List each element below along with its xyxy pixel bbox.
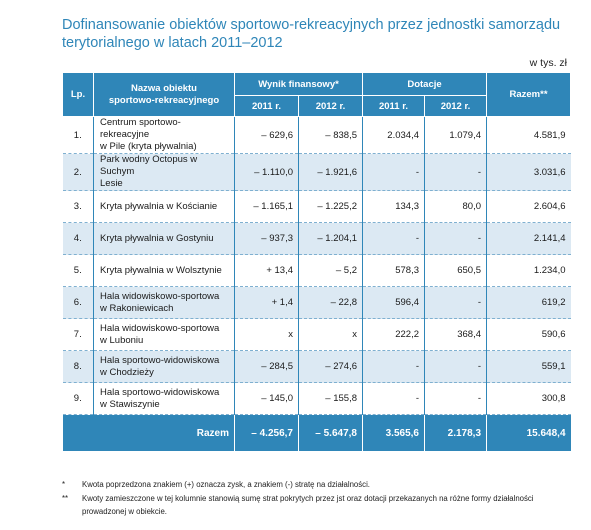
footnote-mark: *: [62, 480, 66, 489]
row-dotacje-2012: 80,0: [425, 191, 487, 223]
table-title: [62, 16, 562, 52]
row-razem: 1.234,0: [533, 265, 566, 276]
header-dotacje: Dotacje: [363, 73, 487, 96]
row-lp: 1.: [63, 117, 94, 154]
row-dotacje-2011: 134,3: [363, 191, 425, 223]
table-row: [63, 255, 571, 287]
table-row: [63, 351, 571, 383]
row-wynik-2011: + 1,4: [235, 287, 299, 319]
row-name: [94, 255, 235, 287]
row-dotacje-2011: 2.034,4: [363, 117, 425, 154]
row-wynik-2011: + 13,4: [235, 255, 299, 287]
row-name-line-1: Hala widowiskowo-sportowa: [100, 290, 220, 302]
row-dotacje-2012: 368,4: [425, 319, 487, 351]
row-name-line-1: Park wodny Octopus w Suchym: [100, 154, 198, 177]
total-dotacje-2012: 2.178,3: [425, 415, 487, 452]
row-wynik-2012: – 1.204,1: [299, 223, 363, 255]
financing-table: [62, 72, 571, 451]
row-lp: 9.: [63, 383, 94, 415]
row-dotacje-2011: 222,2: [363, 319, 425, 351]
row-dotacje-2011: -: [363, 154, 425, 191]
row-wynik-2011: – 629,6: [235, 117, 299, 154]
row-wynik-2011: x: [235, 319, 299, 351]
row-dotacje-2012: -: [425, 287, 487, 319]
row-wynik-2012: – 155,8: [299, 383, 363, 415]
table-row: [63, 223, 571, 255]
row-dotacje-2011: 578,3: [363, 255, 425, 287]
row-dotacje-2012: 1.079,4: [425, 117, 487, 154]
row-wynik-2012: – 1.921,6: [299, 154, 363, 191]
table-row: [63, 383, 571, 415]
row-dotacje-2012: -: [425, 351, 487, 383]
row-razem: 2.604,6: [533, 201, 566, 212]
row-name-line-1: Kryta pływalnia w Kościanie: [100, 200, 218, 212]
row-razem: 559,1: [487, 351, 571, 383]
row-name-line-2: w Stawiszynie: [100, 398, 160, 410]
total-label: Razem: [63, 415, 235, 452]
unit-label: w tys. zł: [529, 57, 567, 69]
table-row: [63, 154, 571, 191]
total-wynik-2012: – 5.647,8: [299, 415, 363, 452]
row-name-line-1: Hala widowiskowo-sportowa: [100, 322, 220, 334]
footnote-2: [62, 492, 572, 519]
row-name-line-2: Lesie: [100, 178, 123, 189]
row-lp: 3.: [63, 191, 94, 223]
row-dotacje-2012: -: [425, 383, 487, 415]
row-dotacje-2011: -: [363, 223, 425, 255]
row-wynik-2012: – 274,6: [299, 351, 363, 383]
row-dotacje-2012: -: [425, 154, 487, 191]
row-razem: 3.031,6: [487, 154, 571, 191]
row-name-line-1: Centrum sportowo-rekreacyjne: [100, 117, 181, 140]
row-name: [94, 154, 235, 191]
header-name-line-2: sportowo-rekreacyjnego: [108, 94, 220, 106]
row-razem: 4.581,9: [533, 129, 566, 141]
row-wynik-2011: – 1.110,0: [235, 154, 299, 191]
row-wynik-2011: – 284,5: [235, 351, 299, 383]
footnote-1: [62, 478, 572, 492]
row-wynik-2012: – 1.225,2: [299, 191, 363, 223]
footnote-text: Kwota poprzedzona znakiem (+) oznacza zysk, a znakiem (-) stratę na działalności.: [82, 480, 370, 489]
row-razem: 300,8: [541, 393, 566, 404]
row-dotacje-2012: 650,5: [425, 255, 487, 287]
total-razem: 15.648,4: [487, 415, 571, 452]
title-line-1: Dofinansowanie obiektów sportowo-rekreacyjnych przez jednostki samorządu: [62, 17, 561, 33]
footnotes: [62, 478, 572, 519]
header-wynik: Wynik finansowy*: [235, 73, 363, 96]
row-lp: 7.: [63, 319, 94, 351]
row-razem: 590,6: [541, 329, 566, 340]
row-name: [94, 191, 235, 223]
row-name: [94, 319, 235, 351]
total-dotacje-2011: 3.565,6: [363, 415, 425, 452]
title-line-2: terytorialnego w latach 2011–2012: [62, 35, 283, 51]
row-razem: 619,2: [487, 287, 571, 319]
row-name: [94, 117, 235, 154]
row-name-line-1: Kryta pływalnia w Wolsztynie: [100, 264, 222, 276]
header-name: [94, 73, 235, 117]
header-razem: Razem**: [487, 73, 571, 117]
table-row: [63, 117, 571, 154]
table-row: [63, 319, 571, 351]
footnote-text: Kwoty zamieszczone w tej kolumnie stanowią sumę strat pokrytych przez jst oraz dotacji przekazanych na różne formy działalności prowadzonej w obiekcie.: [82, 493, 534, 516]
row-name: [94, 223, 235, 255]
row-name-line-2: w Luboniu: [100, 334, 144, 346]
row-dotacje-2011: -: [363, 351, 425, 383]
row-wynik-2012: x: [299, 319, 363, 351]
total-row: [63, 415, 571, 452]
table-row: [63, 287, 571, 319]
row-lp: 6.: [63, 287, 94, 319]
row-name: [94, 383, 235, 415]
row-wynik-2012: – 5,2: [299, 255, 363, 287]
row-razem: 2.141,4: [487, 223, 571, 255]
row-wynik-2011: – 145,0: [235, 383, 299, 415]
row-dotacje-2012: -: [425, 223, 487, 255]
row-dotacje-2011: 596,4: [363, 287, 425, 319]
header-wynik-2012: 2012 r.: [299, 96, 363, 117]
header-wynik-2011: 2011 r.: [235, 96, 299, 117]
row-lp: 8.: [63, 351, 94, 383]
row-lp: 5.: [63, 255, 94, 287]
row-wynik-2011: – 1.165,1: [235, 191, 299, 223]
table-row: [63, 191, 571, 223]
row-lp: 2.: [63, 154, 94, 191]
row-wynik-2012: – 838,5: [299, 117, 363, 154]
header-name-line-1: Nazwa obiektu: [131, 82, 197, 94]
header-lp: Lp.: [63, 73, 94, 117]
row-name-line-1: Hala sportowo-widowiskowa: [100, 354, 220, 366]
total-wynik-2011: – 4.256,7: [235, 415, 299, 452]
row-name-line-2: w Pile (kryta pływalnia): [100, 141, 197, 152]
header-dotacje-2012: 2012 r.: [425, 96, 487, 117]
row-wynik-2011: – 937,3: [235, 223, 299, 255]
footnote-mark: **: [62, 493, 69, 503]
header-dotacje-2011: 2011 r.: [363, 96, 425, 117]
row-name-line-2: w Rakoniewicach: [100, 302, 174, 314]
row-wynik-2012: – 22,8: [299, 287, 363, 319]
row-name: [94, 351, 235, 383]
row-name-line-1: Kryta pływalnia w Gostyniu: [100, 232, 214, 244]
row-lp: 4.: [63, 223, 94, 255]
row-name-line-1: Hala sportowo-widowiskowa: [100, 386, 220, 398]
row-name: [94, 287, 235, 319]
row-name-line-2: w Chodzieży: [100, 366, 154, 378]
row-dotacje-2011: -: [363, 383, 425, 415]
